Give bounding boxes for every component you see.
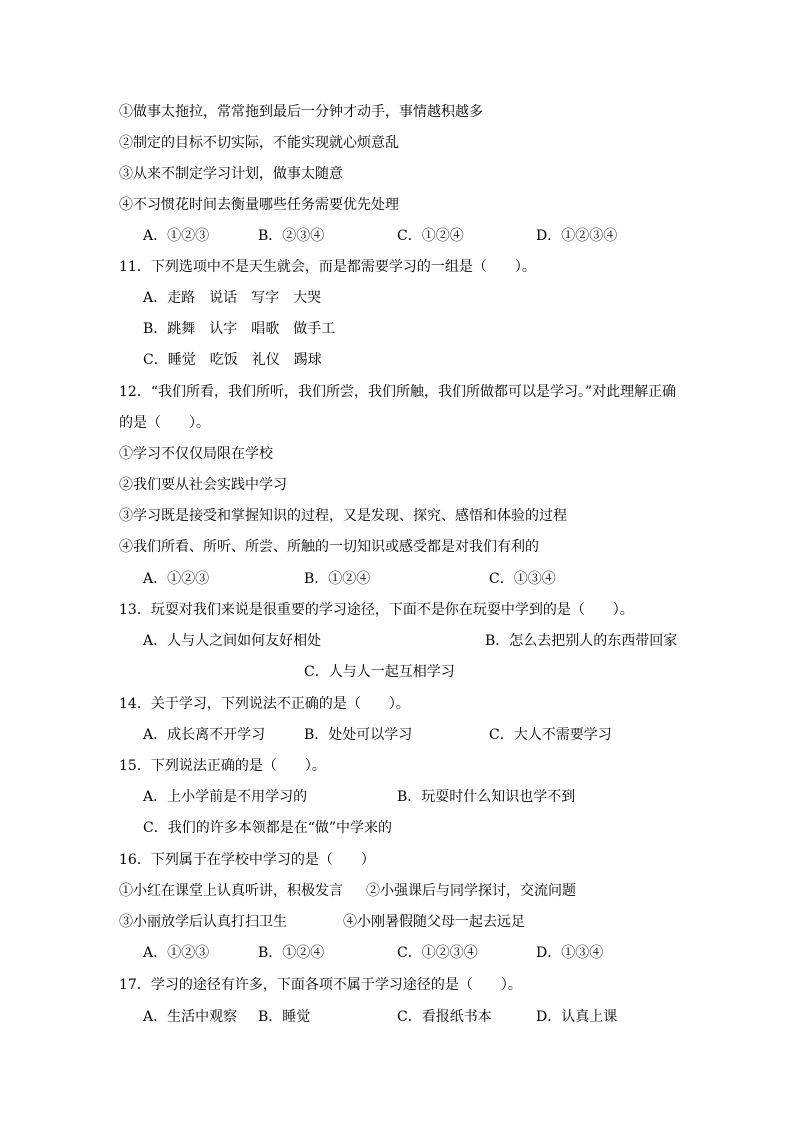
q10-option-b[interactable]: B．②③④ [258,228,325,244]
q12-stem-line1: 12．“我们所看，我们所听，我们所尝，我们所触，我们所做都可以是学习。”对此理解正确 [119,384,677,400]
q10-option-c[interactable]: C．①②④ [397,228,464,244]
q17-stem: 17．学习的途径有许多，下面各项不属于学习途径的是（ ）。 [119,977,522,993]
q16-option-c[interactable]: C．①②③④ [397,945,478,961]
q16-items-row1 [0,882,794,900]
q16-option-b[interactable]: B．①②④ [258,945,325,961]
q15-option-a[interactable]: A．上小学前是不用学习的 [143,789,308,805]
q12-option-c[interactable]: C．①③④ [489,571,556,587]
q16-option-a[interactable]: A．①②③ [143,945,210,961]
q10-item-1: ①做事太拖拉，常常拖到最后一分钟才动手，事情越积越多 [119,104,483,120]
q13-option-c[interactable]: C．人与人一起互相学习 [304,664,455,680]
q15-options-row1 [0,788,794,806]
q11-option-c[interactable]: C．睡觉 吃饭 礼仪 踢球 [143,352,322,368]
q14-option-a[interactable]: A．成长离不开学习 [143,727,266,743]
q16-item-3: ③小丽放学后认真打扫卫生 [119,914,287,930]
q11-option-b[interactable]: B．跳舞 认字 唱歌 做手工 [143,321,336,337]
q14-option-c[interactable]: C．大人不需要学习 [489,727,612,743]
q11-option-a[interactable]: A．走路 说话 写字 大哭 [143,290,322,306]
q15-option-c[interactable]: C．我们的许多本领都是在“做”中学来的 [143,820,393,836]
q16-item-4: ④小刚暑假随父母一起去远足 [343,914,525,930]
q17-option-c[interactable]: C．看报纸书本 [397,1009,492,1025]
q12-item-2: ②我们要从社会实践中学习 [119,477,287,493]
q10-option-d[interactable]: D．①②③④ [536,228,618,244]
q16-items-row2 [0,913,794,931]
q11-stem: 11．下列选项中不是天生就会，而是都需要学习的一组是（ ）。 [119,259,536,275]
q16-item-2: ②小强课后与同学探讨，交流问题 [366,883,576,899]
q10-item-2: ②制定的目标不切实际，不能实现就心烦意乱 [119,135,399,151]
q17-option-d[interactable]: D．认真上课 [536,1009,618,1025]
q16-options [0,944,794,962]
q12-item-4: ④我们所看、所听、所尝、所触的一切知识或感受都是对我们有利的 [119,539,539,555]
q13-option-b[interactable]: B．怎么去把别人的东西带回家 [485,633,678,649]
q12-stem-line2: 的是（ ）。 [119,415,210,431]
q12-item-1: ①学习不仅仅局限在学校 [119,446,273,462]
q12-option-b[interactable]: B．①②④ [304,571,371,587]
q14-stem: 14．关于学习，下列说法不正确的是（ ）。 [119,696,410,712]
q10-item-4: ④不习惯花时间去衡量哪些任务需要优先处理 [119,197,399,213]
q16-item-1: ①小红在课堂上认真听讲，积极发言 [119,883,343,899]
q15-option-b[interactable]: B．玩耍时什么知识也学不到 [397,789,576,805]
q12-option-a[interactable]: A．①②③ [143,571,210,587]
q13-stem: 13．玩耍对我们来说是很重要的学习途径，下面不是你在玩耍中学到的是（ ）。 [119,602,634,618]
q16-stem: 16．下列属于在学校中学习的是（ ） [119,852,375,868]
q10-option-a[interactable]: A．①②③ [143,228,210,244]
q15-stem: 15．下列说法正确的是（ ）。 [119,758,326,774]
q16-option-d[interactable]: D．①③④ [536,945,604,961]
q12-item-3: ③学习既是接受和掌握知识的过程，又是发现、探究、感悟和体验的过程 [119,508,567,524]
q14-options [0,726,794,744]
q17-option-b[interactable]: B．睡觉 [258,1009,311,1025]
q10-options [0,227,794,245]
q17-options [0,1008,794,1026]
q13-option-a[interactable]: A．人与人之间如何友好相处 [143,633,322,649]
q14-option-b[interactable]: B．处处可以学习 [304,727,413,743]
q13-options-row1 [0,632,794,650]
q10-item-3: ③从来不制定学习计划，做事太随意 [119,166,343,182]
q12-options [0,570,794,588]
q17-option-a[interactable]: A．生活中观察 [143,1009,238,1025]
